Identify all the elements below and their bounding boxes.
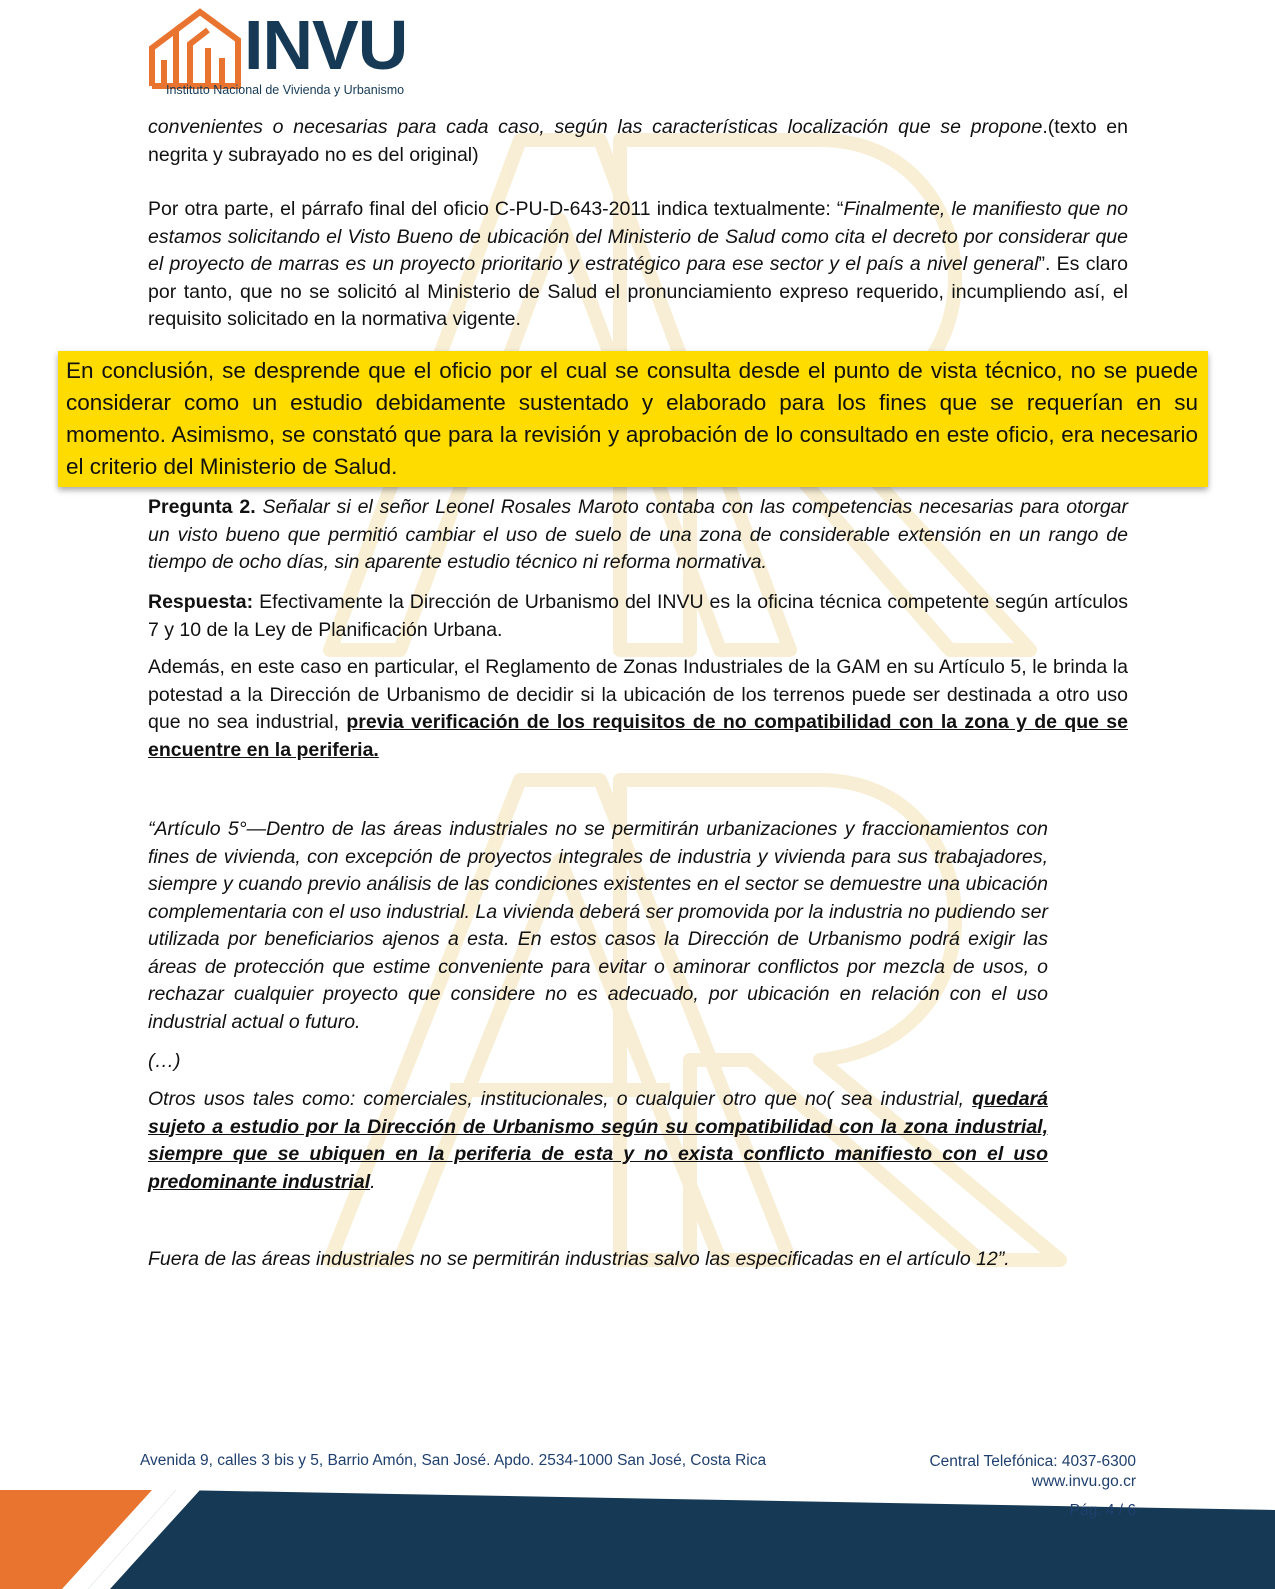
logo-wordmark: INVU — [244, 6, 408, 84]
other-uses-end: . — [370, 1170, 376, 1193]
answer-text: Efectivamente la Dirección de Urbanismo del INVU es la oficina técnica competente según artículos 7 y 10 de la Ley de Planificación Urbana. — [148, 591, 1128, 641]
question-2 — [148, 494, 1128, 577]
footer-website: www.invu.go.cr — [1031, 1473, 1136, 1490]
article-5-text: “Artículo 5°—Dentro de las áreas industriales no se permitirán urbanizaciones y fraccionamientos con fines de vivienda, con excepción de proyectos integrales de industria y vivienda para sus trabajadores, siempre y cuando previo análisis de las condiciones existentes en el sector se demuestre una ubicación complementaria con el uso industrial. La vivienda deberá ser promovida por la industria no pudiendo ser utilizada por beneficiarios ajenos a esta. En estos casos la Dirección de Urbanismo podrá exigir las áreas de protección que estime conveniente para evitar o aminorar conflictos por mezcla de usos, o rechazar cualquier proyecto que considere no es adecuado, por ubicación en relación con el uso industrial actual o futuro. — [148, 818, 1048, 1033]
question-label: Pregunta 2. — [148, 496, 256, 518]
logo-subtitle: Instituto Nacional de Vivienda y Urbanismo — [166, 83, 405, 97]
oficio-lead: Por otra parte, el párrafo final del oficio C-PU-D-643-2011 indica textualmente: “ — [148, 198, 844, 220]
article-5-other-uses — [148, 1086, 1048, 1196]
ellipsis-text: (…) — [148, 1050, 181, 1072]
footer-address: Avenida 9, calles 3 bis y 5, Barrio Amón, San José. Apdo. 2534-1000 San José, Costa Rica — [140, 1452, 767, 1469]
other-uses-emphasis: quedará sujeto a estudio por la Dirección de Urbanismo según su compatibilidad con la zona industrial, siempre que se ubiquen en la periferia de esta y no exista conflicto manifiesto con el uso predominante industrial — [148, 1088, 1048, 1193]
footer-contact — [860, 1452, 1136, 1492]
ademas-text: Además, en este caso en particular, el Reglamento de Zonas Industriales de la GAM en su Artículo 5, le brinda la potestad a la Dirección de Urbanismo de decidir si la ubicación de los terrenos puede ser destinada a otro uso que no sea industrial, — [148, 656, 1128, 733]
article-5-quote — [148, 816, 1048, 1036]
article-5-final — [148, 1246, 1048, 1274]
answer-label: Respuesta: — [148, 591, 254, 613]
intro-italic: convenientes o necesarias para cada caso, según las características localización que se propone — [148, 116, 1043, 138]
conclusion-highlight-box — [58, 351, 1208, 487]
ademas-emphasis: previa verificación de los requisitos de no compatibilidad con la zona y de que se encuentre en la periferia. — [148, 711, 1128, 761]
answer — [148, 589, 1128, 644]
paragraph-ademas — [148, 654, 1128, 764]
other-uses-text: Otros usos tales como: comerciales, institucionales, o cualquier otro que no( sea industrial, — [148, 1088, 973, 1110]
conclusion-text: En conclusión, se desprende que el oficio por el cual se consulta desde el punto de vista técnico, no se puede considerar como un estudio debidamente sustentado y elaborado para los fines que se requerían en su momento. Asimismo, se constató que para la revisión y aprobación de lo consultado en este oficio, era necesario el criterio del Ministerio de Salud. — [66, 358, 1198, 479]
invu-logo — [146, 6, 446, 98]
question-text: Señalar si el señor Leonel Rosales Maroto contaba con las competencias necesarias para otorgar un visto bueno que permitió cambiar el uso de suelo de una zona de considerable extensión en un rango de tiempo de ocho días, sin aparente estudio técnico ni reforma normativa. — [148, 496, 1128, 573]
paragraph-intro — [148, 114, 1128, 169]
page-number: Pág. 4 / 6 — [1069, 1502, 1136, 1519]
oficio-conclusion: ”. Es claro por tanto, que no se solicitó al Ministerio de Salud el pronunciamiento expreso requerido, incumpliendo así, el requisito solicitado en la normativa vigente. — [148, 253, 1128, 330]
intro-note: .(texto en negrita y subrayado no es del original) — [148, 116, 1128, 166]
oficio-quote: Finalmente, le manifiesto que no estamos solicitando el Visto Bueno de ubicación del Ministerio de Salud como cita el decreto por considerar que el proyecto de marras es un proyecto prioritario y estratégico para ese sector y el país a nivel general — [148, 198, 1129, 275]
house-logo-icon — [146, 8, 246, 90]
paragraph-oficio — [148, 196, 1128, 334]
quote-ellipsis — [148, 1048, 1048, 1076]
article-5-final-text: Fuera de las áreas industriales no se permitirán industrias salvo las especificadas en el artículo 12”. — [148, 1248, 1010, 1270]
footer-phone: Central Telefónica: 4037-6300 — [929, 1453, 1136, 1470]
